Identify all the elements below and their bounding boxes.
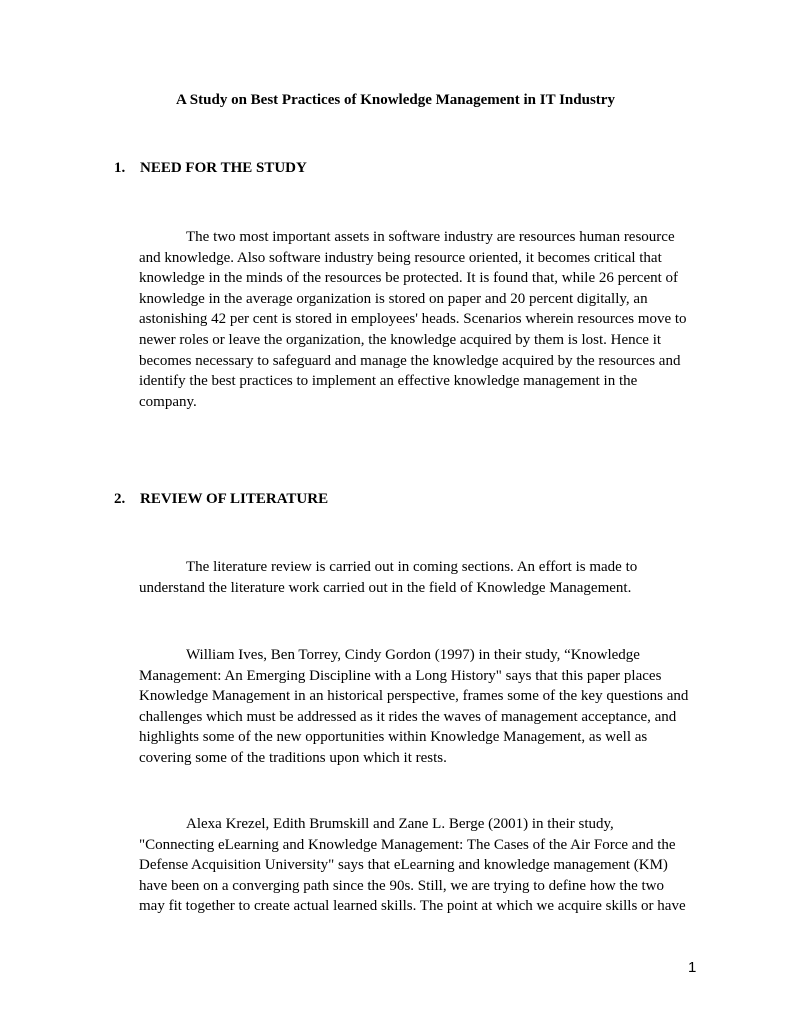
- paragraph-line: The literature review is carried out in coming sections. An effort is made to: [186, 559, 638, 575]
- paragraph-line: company.: [139, 393, 197, 410]
- section-number: 2.: [114, 491, 126, 507]
- paragraph-line: knowledge in the average organization is stored on paper and 20 percent digitally, an: [139, 290, 648, 307]
- paragraph-line: knowledge in the minds of the resources be protected. It is found that, while 26 percent of: [139, 270, 679, 287]
- section-number: 1.: [114, 160, 126, 176]
- paragraph-ives-torrey-gordon: [139, 645, 705, 769]
- paragraph-line: astonishing 42 per cent is stored in employees' heads. Scenarios wherein resources move to: [139, 311, 687, 328]
- section-heading-need-for-study: [114, 160, 307, 177]
- paragraph-need-for-study: [139, 227, 705, 412]
- paragraph-line: understand the literature work carried out in the field of Knowledge Management.: [139, 579, 632, 596]
- paragraph-line: have been on a converging path since the 90s. Still, we are trying to define how the two: [139, 877, 664, 894]
- section-heading-text: NEED FOR THE STUDY: [140, 160, 307, 176]
- paragraph-literature-intro: [139, 557, 705, 598]
- page-number: 1: [688, 959, 697, 976]
- section-heading-review-of-literature: [114, 491, 328, 508]
- paragraph-line: and knowledge. Also software industry being resource oriented, it becomes critical that: [139, 249, 662, 266]
- paragraph-line: may fit together to create actual learned skills. The point at which we acquire skills or have: [139, 898, 686, 915]
- paragraph-line: Defense Acquisition University" says that eLearning and knowledge management (KM): [139, 857, 668, 874]
- paragraph-line: The two most important assets in software industry are resources human resource: [186, 229, 675, 245]
- paragraph-line: Alexa Krezel, Edith Brumskill and Zane L. Berge (2001) in their study,: [186, 816, 614, 832]
- paragraph-line: Management: An Emerging Discipline with a Long History" says that this paper places: [139, 667, 662, 684]
- paragraph-line: challenges which must be addressed as it rides the waves of management acceptance, and: [139, 708, 677, 725]
- paragraph-line: identify the best practices to implement an effective knowledge management in the: [139, 373, 638, 390]
- paragraph-line: becomes necessary to safeguard and manage the knowledge acquired by the resources and: [139, 352, 681, 369]
- paragraph-line: "Connecting eLearning and Knowledge Management: The Cases of the Air Force and the: [139, 836, 676, 853]
- paragraph-krezel-brumskill-berge: [139, 814, 705, 917]
- paragraph-line: covering some of the traditions upon which it rests.: [139, 749, 447, 766]
- document-title: A Study on Best Practices of Knowledge Management in IT Industry: [176, 92, 615, 108]
- section-heading-text: REVIEW OF LITERATURE: [140, 491, 329, 507]
- paragraph-line: Knowledge Management in an historical perspective, frames some of the key questions and: [139, 688, 689, 705]
- paragraph-line: highlights some of the new opportunities within Knowledge Management, as well as: [139, 729, 648, 746]
- paragraph-line: newer roles or leave the organization, the knowledge acquired by them is lost. Hence it: [139, 331, 662, 348]
- paragraph-line: William Ives, Ben Torrey, Cindy Gordon (1997) in their study, “Knowledge: [186, 647, 640, 663]
